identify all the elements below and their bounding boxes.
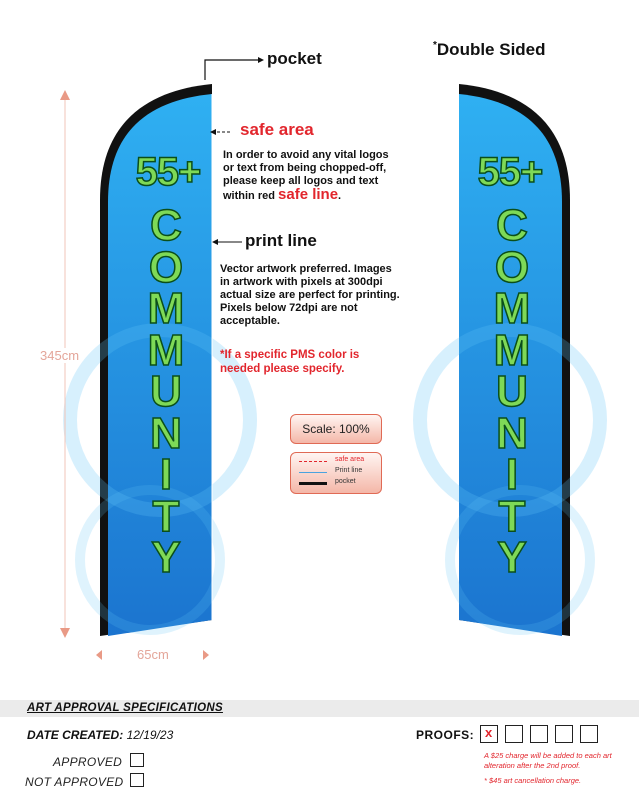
proof-mark: x (485, 725, 493, 740)
proof-checkbox-2[interactable] (505, 725, 523, 743)
legend-item-print-line (299, 468, 379, 478)
legend-label-safe-area: safe area (335, 456, 365, 463)
flag-front-word-letter: C (150, 201, 182, 250)
width-dimension-label: 65cm (137, 647, 169, 662)
legend-item-safe-area (299, 457, 379, 467)
pms-color-note: *If a specific PMS color is needed please specify. (220, 349, 360, 375)
flag-front-word-letter: O (148, 242, 184, 292)
double-sided-asterisk: * (433, 40, 437, 51)
date-created-value: 12/19/23 (126, 728, 174, 742)
safe-line-period: . (338, 190, 342, 202)
pocket-label: pocket (267, 49, 322, 68)
flag-back-number: 55+ (477, 150, 543, 194)
pocket-pointer-line (205, 60, 258, 80)
date-created (27, 728, 173, 742)
flag-front-word-letter: M (147, 284, 185, 333)
print-line-title: print line (245, 231, 317, 250)
flag-back-word-letter: M (493, 284, 531, 333)
flag-back-word-letter: C (496, 201, 528, 250)
not-approved-label: NOT APPROVED (25, 775, 124, 789)
line-legend (290, 452, 382, 494)
legend-label-print-line: Print line (335, 467, 363, 474)
approval-section-header (0, 700, 639, 717)
cancellation-charge-note: * $45 art cancellation charge. (484, 776, 582, 785)
safe-area-title: safe area (240, 120, 314, 139)
flag-front-word-letter: N (150, 408, 182, 458)
flag-front-word-letter: U (150, 367, 182, 416)
proof-checkbox-4[interactable] (555, 725, 573, 743)
pocket-pointer-arrowhead (258, 57, 264, 63)
flag-back-word-letter: T (498, 491, 526, 541)
flag-back-word-letter: Y (497, 533, 527, 582)
flag-front-word-letter: T (152, 491, 180, 541)
scale-label: Scale: 100% (302, 422, 370, 436)
proof-checkbox-1[interactable] (480, 725, 498, 743)
flag-front-number: 55+ (135, 150, 201, 194)
proof-checkbox-3[interactable] (530, 725, 548, 743)
legend-item-pocket (299, 479, 379, 489)
flag-front-vertical-word (138, 201, 194, 582)
flag-front-word-letter: M (147, 325, 185, 375)
safe-area-description (223, 149, 398, 203)
width-arrow-left (96, 650, 102, 660)
flag-back-vertical-word (484, 201, 540, 582)
flag-back-word-letter: M (493, 325, 531, 375)
flag-back-word-letter: U (496, 367, 528, 416)
height-dimension-label: 345cm (40, 348, 80, 363)
flag-back-word-letter: O (494, 242, 530, 292)
flag-front-word-letter: I (159, 450, 173, 499)
legend-swatch-pocket (299, 482, 327, 485)
approved-label: APPROVED (53, 755, 123, 769)
double-sided-label: Double Sided (436, 40, 546, 59)
legend-swatch-print-line (299, 472, 327, 473)
not-approved-checkbox[interactable] (130, 773, 144, 787)
safe-line-label: safe line (278, 186, 339, 203)
legend-label-pocket: pocket (335, 478, 356, 485)
date-created-label: DATE CREATED: (27, 728, 124, 742)
flag-front-word-letter: Y (151, 533, 181, 582)
approval-section-title: ART APPROVAL SPECIFICATIONS (27, 702, 223, 714)
approved-checkbox[interactable] (130, 753, 144, 767)
width-arrow-right (203, 650, 209, 660)
safe-area-text: In order to avoid any vital logos or text from being chopped-off, please keep all logos and text within red (223, 149, 389, 202)
flag-back-word-letter: I (505, 450, 519, 499)
proof-checkboxes (480, 725, 610, 745)
alteration-charge-note: A $25 charge will be added to each art alteration after the 2nd proof. (484, 751, 612, 770)
legend-swatch-safe-area (299, 461, 327, 462)
scale-badge (290, 414, 382, 444)
double-sided-title (433, 40, 546, 60)
flag-back-word-letter: N (496, 408, 528, 458)
proofs-label: PROOFS: (416, 728, 475, 742)
artwork-requirements-text: Vector artwork preferred. Images in artwork with pixels at 300dpi actual size are perfect for printing. Pixels below 72dpi are not acceptable. (220, 263, 400, 327)
proof-checkbox-5[interactable] (580, 725, 598, 743)
